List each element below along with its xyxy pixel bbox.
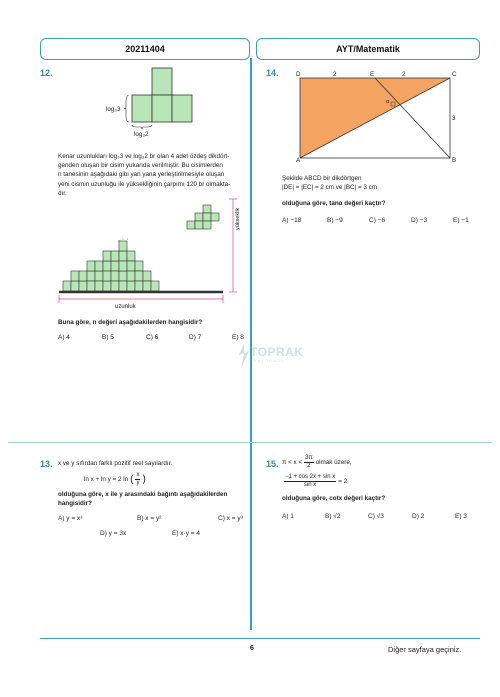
q12-option-a[interactable]: A) 4 [58,334,70,341]
q13-option-e[interactable]: E) x·y = 4 [172,530,200,537]
q14-option-d[interactable]: D) −3 [411,217,428,224]
q12-bottom-label: log₃2 [134,131,149,138]
q15-equation: $\frac{\text{−1 + cos 2x + sin x}}{\text{sin x}}$ = 2 [285,474,348,488]
q14-label-bc: 3 [452,115,456,122]
q14-label-b: B [452,157,457,164]
q15-option-e[interactable]: E) 3 [455,513,467,520]
row-divider [8,442,492,443]
q15-question: olduğuna göre, cotx değeri kaçtır? [282,495,386,502]
q14-text: Şekilde ABCD bir dikdörtgen |DE| = |EC| = 2 cm ve |BC| = 3 cm [282,175,378,192]
footer-line [40,638,480,639]
q12-side-label: log₃3 [106,106,121,113]
q13-question: olduğuna göre, x ile y arasındaki bağıntı aşağıdakilerden hangisidir? [58,491,228,508]
q13-equation: ln x + ln y = 2 ln ( $\frac{x}{y}$ ) [84,472,146,486]
q15-option-c[interactable]: C) √3 [368,513,384,520]
q12-option-e[interactable]: E) 8 [232,334,244,341]
q14-rectangle-figure [290,70,470,170]
q12-staircase-figure [55,195,250,315]
q15-intro: π < x < $\frac{3\pi}{2}$ olmak üzere, [282,455,352,469]
q14-option-c[interactable]: C) −6 [369,217,386,224]
q12-option-d[interactable]: D) 7 [189,334,202,341]
q12-option-b[interactable]: B) 5 [102,334,114,341]
q14-label-ec: 2 [402,71,406,78]
q13-option-c[interactable]: C) x = y³ [218,515,243,522]
q13-option-d[interactable]: D) y = 3x [100,530,127,537]
q12-length-label: uzunluk [115,304,136,310]
q14-label-de: 2 [333,71,337,78]
page-number: 6 [250,645,254,652]
q14-question: olduğuna göre, tanα değeri kaçtır? [282,200,386,207]
q12-number: 12. [40,68,53,78]
q12-text: Kenar uzunlukları log₃3 ve log₃2 br olan 4 adet özdeş dikdört- genden oluşan bir cisim yukarıda verilmiştir. Bu cisimlerden n tanesinin aşağıdaki gibi yan yana yerleştirilmesiyle oluşan yeni cismin uzunluğu ile yüksekliğinin çarpımı 120 br olmakta- dır. [58,153,231,197]
q15-option-b[interactable]: B) √2 [325,513,341,520]
q13-option-b[interactable]: B) x = y² [137,515,162,522]
q12-height-label: yükseklik [235,207,241,230]
q14-label-alpha: α [386,99,390,105]
q12-dots: . · · [118,236,129,243]
q14-option-a[interactable]: A) −18 [282,217,302,224]
q15-option-d[interactable]: D) 2 [412,513,425,520]
q14-label-c: C [452,71,457,78]
q12-shape-figure [100,64,210,144]
q12-option-c[interactable]: C) 6 [146,334,159,341]
q13-intro: x ve y sıfırdan farklı pozitif reel sayılardır. [58,460,173,467]
q14-label-d: D [296,71,301,78]
q15-number: 15. [266,459,279,469]
q14-label-a: A [296,157,301,164]
header-subject: AYT/Matematik [256,38,480,60]
q13-option-a[interactable]: A) y = x³ [58,515,83,522]
next-page-note: Diğer sayfaya geçiniz. [388,645,462,654]
q14-option-b[interactable]: B) −9 [327,217,343,224]
q12-question: Buna göre, n değeri aşağıdakilerden hangisidir? [58,319,203,326]
header-code: 20211404 [40,38,250,60]
q13-number: 13. [40,459,53,469]
q15-option-a[interactable]: A) 1 [282,513,294,520]
q14-option-e[interactable]: E) −1 [453,217,469,224]
q14-number: 14. [266,68,279,78]
q14-label-e: E [370,71,375,78]
